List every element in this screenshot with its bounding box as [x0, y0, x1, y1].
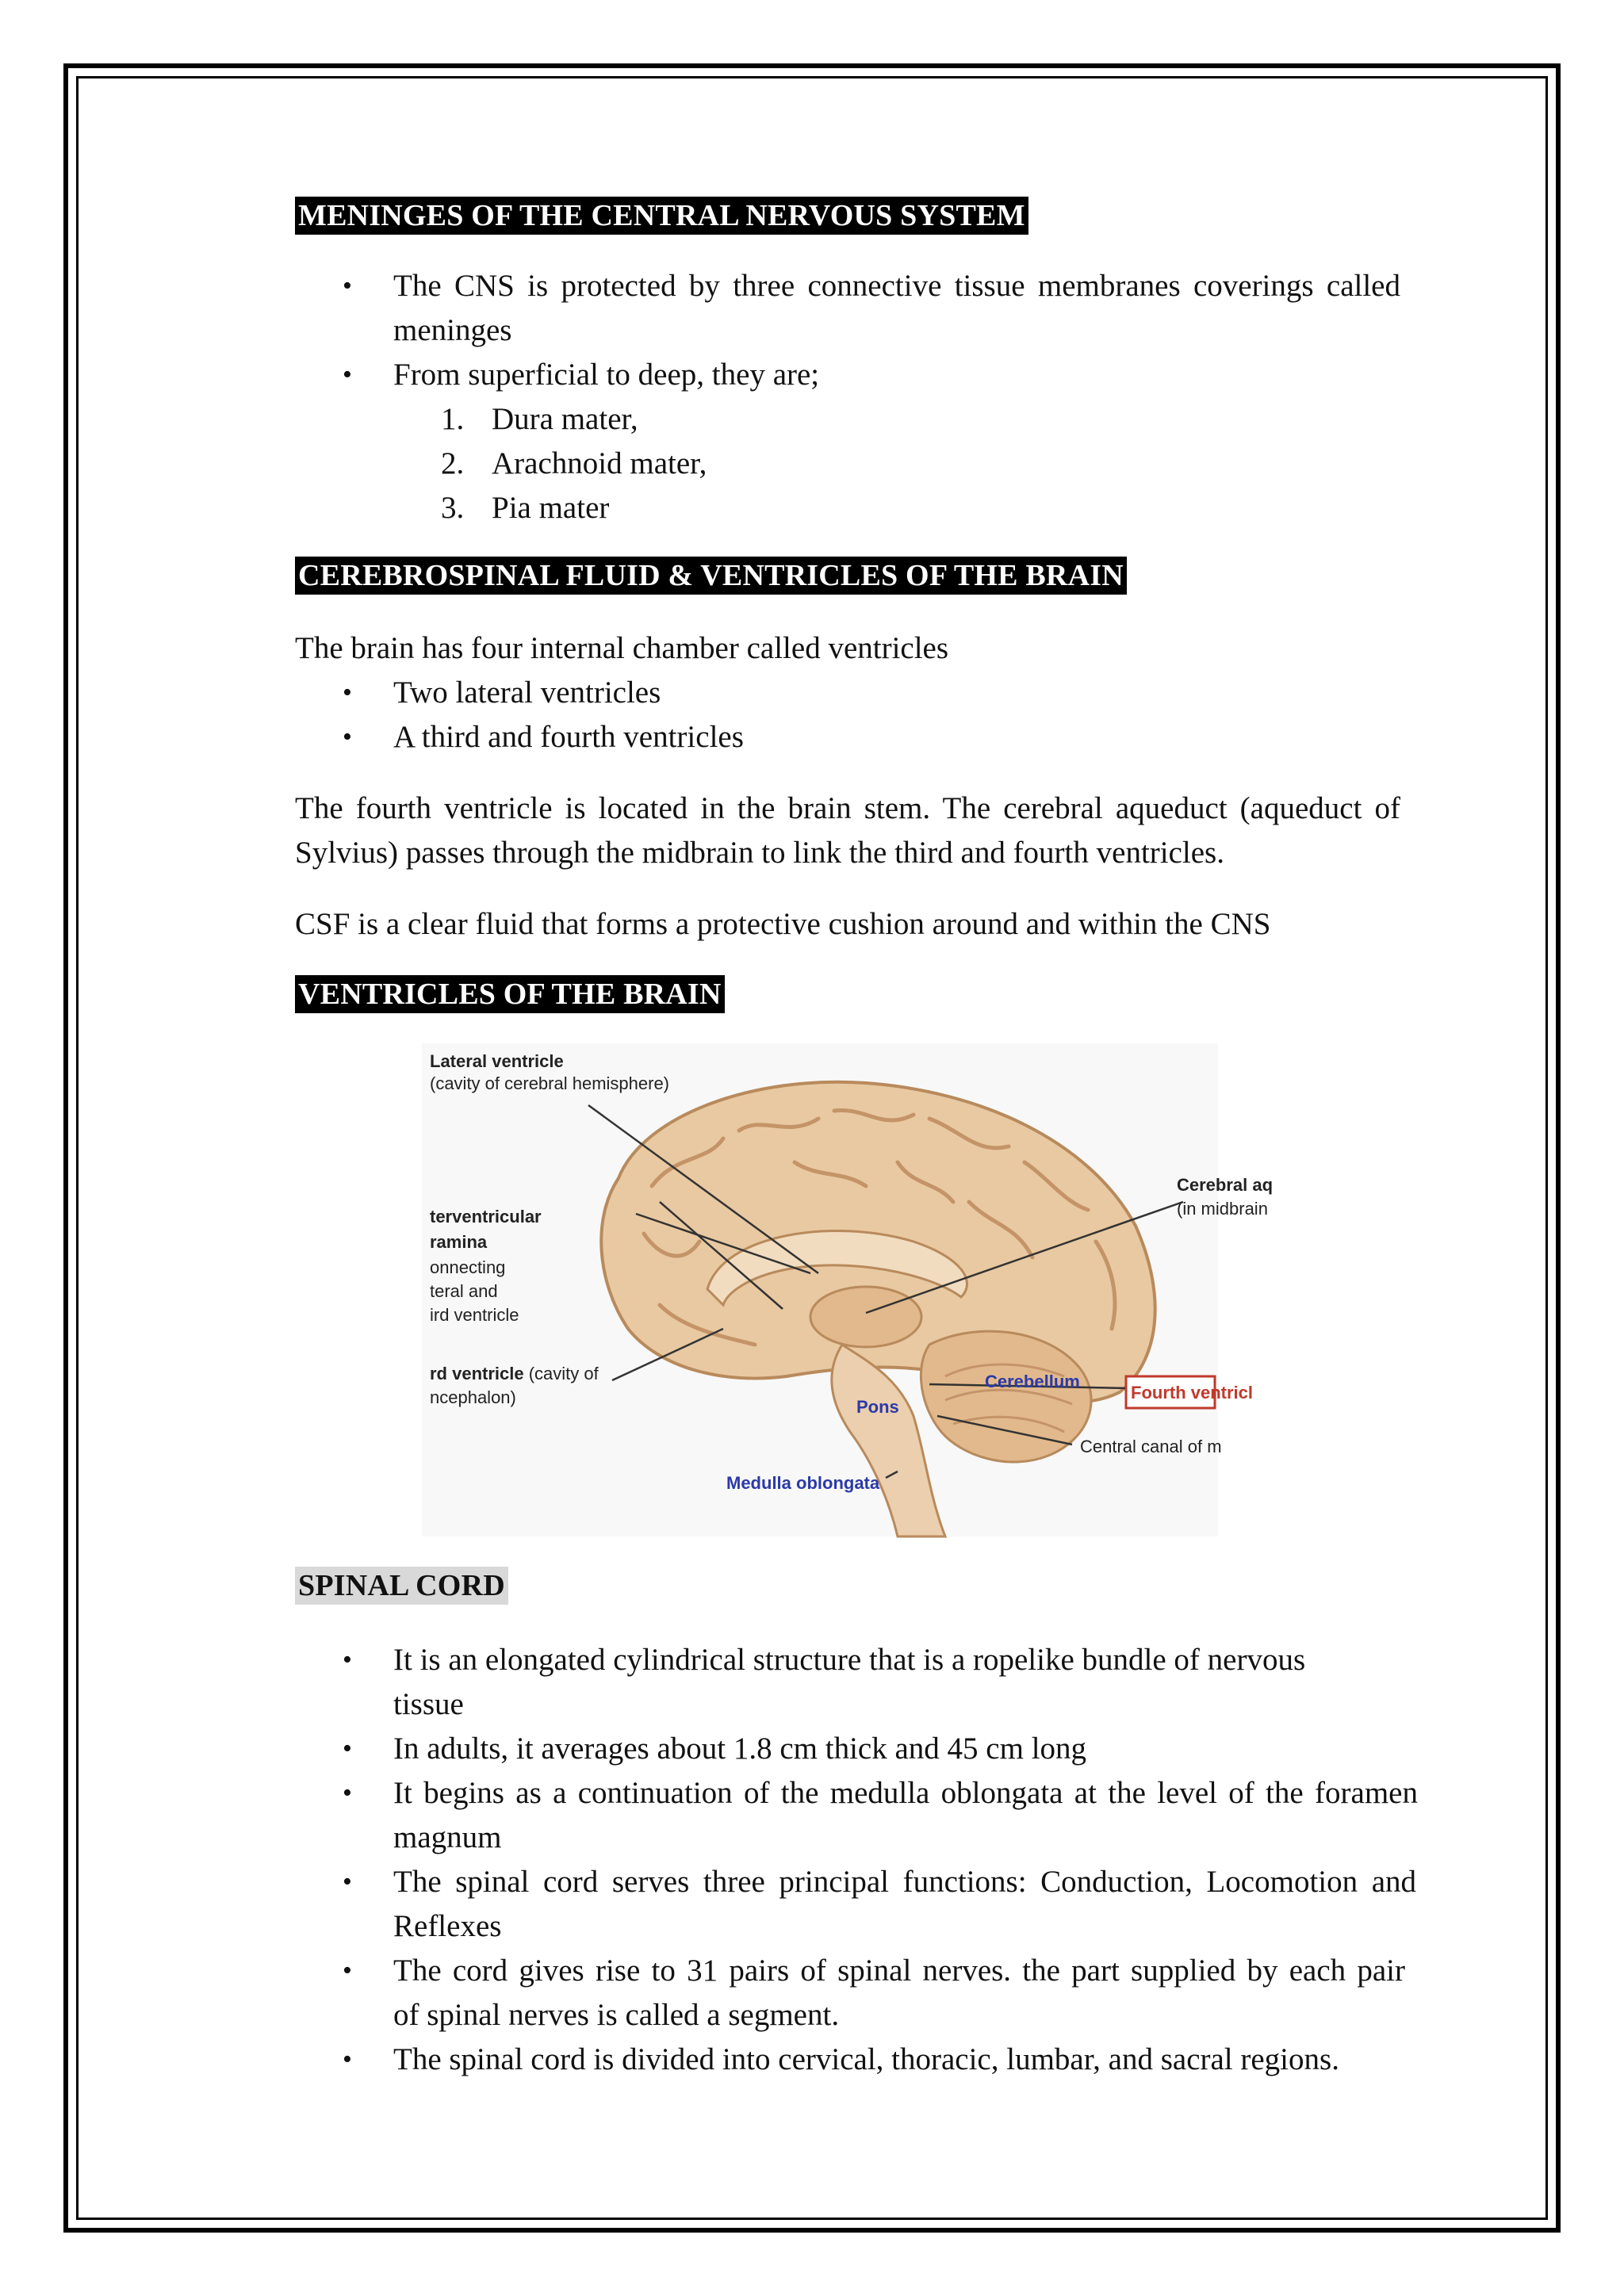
label-central-canal: Central canal of m [1080, 1437, 1222, 1456]
spinal-bullet-4-line-1: The spinal cord serves three principal functions: Conduction, Locomotion and [393, 1865, 1416, 1899]
label-interventricular-1: terventricular [430, 1207, 542, 1226]
label-lateral-ventricle: Lateral ventricle [430, 1051, 564, 1071]
label-cerebral-aqueduct-2: (in midbrain [1177, 1199, 1268, 1219]
bullet-marker: • [343, 1645, 352, 1674]
bullet-marker: • [343, 1956, 352, 1985]
meninges-bullet-1-line-2: meninges [393, 313, 512, 347]
layer-name: Dura mater, [492, 402, 638, 436]
bullet-marker: • [343, 1734, 352, 1763]
label-interventricular-5: ird ventricle [430, 1305, 519, 1325]
label-pons: Pons [856, 1397, 899, 1417]
meninges-heading: MENINGES OF THE CENTRAL NERVOUS SYSTEM [295, 197, 1028, 235]
bullet-marker: • [343, 722, 352, 752]
csf-bullet: Two lateral ventricles [393, 675, 661, 710]
layer-number: 3. [441, 491, 465, 525]
label-third-ventricle-2: ncephalon) [430, 1387, 516, 1407]
bullet-marker: • [343, 360, 352, 389]
spinal-bullet-5-line-2: of spinal nerves is called a segment. [393, 1998, 840, 2032]
thalamus [810, 1287, 921, 1347]
bullet-marker: • [343, 678, 352, 707]
bullet-marker: • [343, 1778, 352, 1808]
csf-paragraph-1-line-1: The fourth ventricle is located in the brain stem. The cerebral aqueduct (aqueduct of [295, 791, 1400, 825]
csf-paragraph-1-line-2: Sylvius) passes through the midbrain to link the third and fourth ventricles. [295, 836, 1224, 870]
spinal-bullet-4-line-2: Reflexes [393, 1909, 502, 1943]
label-third-ventricle: rd ventricle (cavity of [430, 1364, 599, 1383]
layer-name: Arachnoid mater, [492, 446, 707, 480]
spinal-bullet-5-line-1: The cord gives rise to 31 pairs of spinal nerves. the part supplied by each pair [393, 1954, 1405, 1988]
meninges-bullet-1-line-1: The CNS is protected by three connective tissue membranes coverings called [393, 269, 1400, 303]
spinal-cord-heading: SPINAL CORD [295, 1567, 508, 1605]
brain-ventricles-figure [422, 1043, 1274, 1536]
label-interventricular-4: teral and [430, 1281, 498, 1301]
label-lateral-ventricle-note: (cavity of cerebral hemisphere) [430, 1073, 670, 1093]
spinal-bullet-3-line-2: magnum [393, 1820, 502, 1854]
label-fourth-ventricle: Fourth ventricl [1131, 1383, 1254, 1402]
spinal-bullet-1-line-2: tissue [393, 1687, 464, 1721]
spinal-bullet-6: The spinal cord is divided into cervical, thoracic, lumbar, and sacral regions. [393, 2042, 1339, 2076]
bullet-marker: • [343, 1867, 352, 1896]
spinal-bullet-1-line-1: It is an elongated cylindrical structure that is a ropelike bundle of nervous [393, 1643, 1306, 1677]
label-cerebral-aqueduct: Cerebral aq [1177, 1175, 1274, 1195]
label-interventricular-2: ramina [430, 1232, 488, 1252]
csf-heading: CEREBROSPINAL FLUID & VENTRICLES OF THE BRAIN [295, 557, 1127, 595]
spinal-bullet-2: In adults, it averages about 1.8 cm thick and 45 cm long [393, 1732, 1087, 1766]
bullet-marker: • [343, 271, 352, 300]
layer-name: Pia mater [492, 491, 610, 525]
label-medulla-oblongata: Medulla oblongata [726, 1473, 880, 1493]
layer-number: 1. [441, 402, 465, 436]
csf-bullet: A third and fourth ventricles [393, 720, 744, 754]
label-interventricular-3: onnecting [430, 1257, 506, 1277]
meninges-bullet-2: From superficial to deep, they are; [393, 358, 820, 392]
ventricles-heading: VENTRICLES OF THE BRAIN [295, 975, 725, 1013]
label-cerebellum: Cerebellum [985, 1372, 1080, 1391]
spinal-bullet-3-line-1: It begins as a continuation of the medulla oblongata at the level of the foramen [393, 1776, 1418, 1810]
layer-number: 2. [441, 446, 465, 480]
csf-paragraph-2: CSF is a clear fluid that forms a protective cushion around and within the CNS [295, 907, 1271, 941]
csf-intro: The brain has four internal chamber called ventricles [295, 631, 949, 665]
bullet-marker: • [343, 2045, 352, 2074]
